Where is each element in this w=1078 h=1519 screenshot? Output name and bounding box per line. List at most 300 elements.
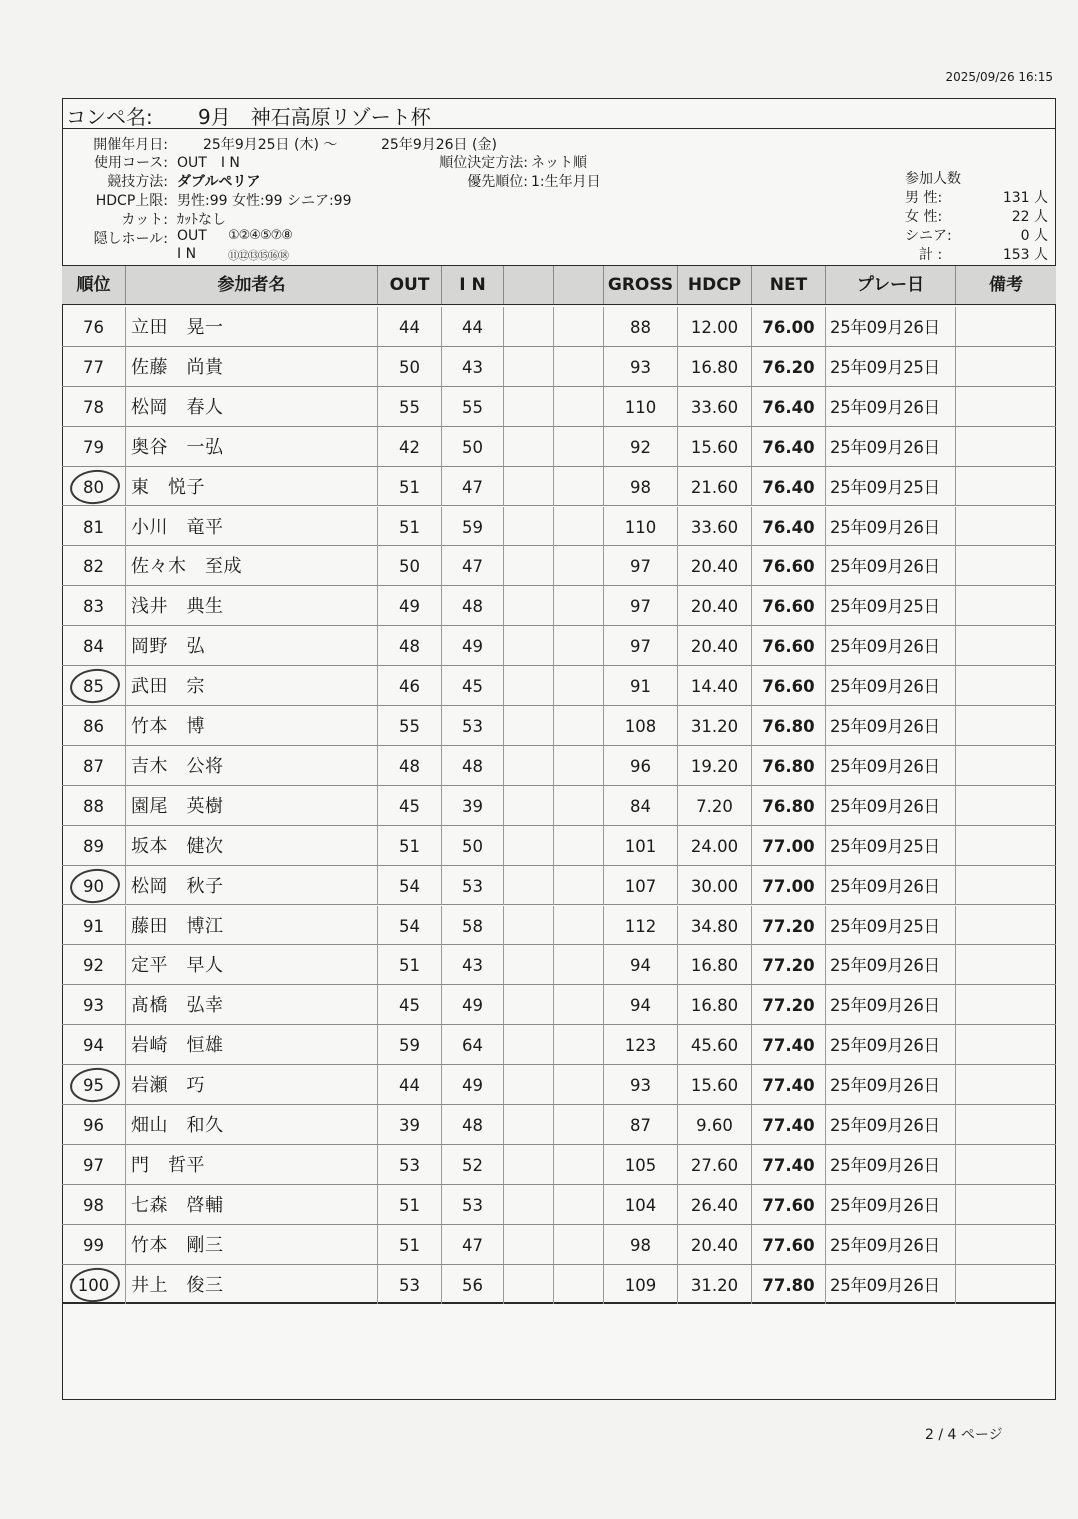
cell-blank-1 xyxy=(504,1065,554,1104)
cell-blank-2 xyxy=(554,347,604,386)
cell-hdcp: 20.40 xyxy=(678,546,752,585)
printed-timestamp: 2025/09/26 16:15 xyxy=(945,70,1053,84)
cell-gross: 97 xyxy=(604,626,678,665)
cell-in: 47 xyxy=(442,467,504,506)
table-row xyxy=(62,387,1056,427)
cell-play-date: 25年09月26日 xyxy=(826,746,956,785)
cell-play-date: 25年09月25日 xyxy=(826,906,956,945)
cell-net: 76.60 xyxy=(752,666,826,705)
cell-net: 76.60 xyxy=(752,586,826,625)
cell-net: 77.80 xyxy=(752,1265,826,1304)
cell-notes xyxy=(956,586,1056,625)
cell-hdcp: 14.40 xyxy=(678,666,752,705)
date-start: 25年9月25日 (木) ～ xyxy=(203,137,338,153)
cell-blank-1 xyxy=(504,507,554,546)
cell-name: 門 哲平 xyxy=(126,1145,378,1184)
cell-name: 立田 晃一 xyxy=(126,307,378,346)
cell-notes xyxy=(956,906,1056,945)
cell-rank: 93 xyxy=(62,985,126,1024)
table-row xyxy=(62,507,1056,547)
cell-name: 武田 宗 xyxy=(126,666,378,705)
col-header-blank-2 xyxy=(554,266,604,304)
cell-notes xyxy=(956,945,1056,984)
cell-blank-1 xyxy=(504,307,554,346)
cell-play-date: 25年09月26日 xyxy=(826,1025,956,1064)
cell-rank: 82 xyxy=(62,546,126,585)
cell-name: 定平 早人 xyxy=(126,945,378,984)
cell-blank-2 xyxy=(554,467,604,506)
cell-name: 畑山 和久 xyxy=(126,1105,378,1144)
cell-notes xyxy=(956,666,1056,705)
cell-in: 48 xyxy=(442,1105,504,1144)
cell-hdcp: 30.00 xyxy=(678,866,752,905)
cell-gross: 91 xyxy=(604,666,678,705)
table-row xyxy=(62,1025,1056,1065)
cell-play-date: 25年09月25日 xyxy=(826,826,956,865)
cell-in: 48 xyxy=(442,586,504,625)
cell-notes xyxy=(956,1025,1056,1064)
cell-blank-2 xyxy=(554,746,604,785)
cell-play-date: 25年09月26日 xyxy=(826,1145,956,1184)
cell-notes xyxy=(956,985,1056,1024)
cell-notes xyxy=(956,307,1056,346)
cell-in: 56 xyxy=(442,1265,504,1304)
participants-total-count: 153 人 xyxy=(1002,247,1048,263)
cell-hdcp: 20.40 xyxy=(678,586,752,625)
cell-blank-1 xyxy=(504,1105,554,1144)
cell-blank-2 xyxy=(554,626,604,665)
cell-blank-1 xyxy=(504,826,554,865)
cell-gross: 112 xyxy=(604,906,678,945)
cell-play-date: 25年09月26日 xyxy=(826,626,956,665)
col-header-net: NET xyxy=(752,266,826,304)
cell-rank: 87 xyxy=(62,746,126,785)
cell-hdcp: 20.40 xyxy=(678,1225,752,1264)
format-value: ダブルペリア xyxy=(177,174,261,190)
cell-in: 53 xyxy=(442,1185,504,1224)
cell-play-date: 25年09月26日 xyxy=(826,706,956,745)
priority-label: 優先順位: xyxy=(467,174,528,190)
cell-blank-1 xyxy=(504,1265,554,1304)
cell-rank: 78 xyxy=(62,387,126,426)
cell-blank-2 xyxy=(554,985,604,1024)
cell-play-date: 25年09月26日 xyxy=(826,546,956,585)
cell-net: 76.80 xyxy=(752,706,826,745)
cell-play-date: 25年09月26日 xyxy=(826,387,956,426)
cell-in: 58 xyxy=(442,906,504,945)
cell-blank-1 xyxy=(504,1225,554,1264)
cell-blank-1 xyxy=(504,786,554,825)
table-row xyxy=(62,1065,1056,1105)
participants-male-count: 131 人 xyxy=(1002,190,1048,206)
cell-net: 77.20 xyxy=(752,985,826,1024)
cell-blank-2 xyxy=(554,586,604,625)
cell-blank-2 xyxy=(554,826,604,865)
cell-play-date: 25年09月26日 xyxy=(826,666,956,705)
cell-play-date: 25年09月26日 xyxy=(826,985,956,1024)
cell-notes xyxy=(956,866,1056,905)
table-header-row xyxy=(62,265,1056,305)
cell-hdcp: 16.80 xyxy=(678,347,752,386)
date-label: 開催年月日: xyxy=(93,137,168,153)
cell-notes xyxy=(956,746,1056,785)
col-header-hdcp: HDCP xyxy=(678,266,752,304)
cell-out: 49 xyxy=(378,586,442,625)
cell-in: 49 xyxy=(442,626,504,665)
table-row xyxy=(62,786,1056,826)
cell-out: 55 xyxy=(378,387,442,426)
cell-rank: 76 xyxy=(62,307,126,346)
cell-gross: 98 xyxy=(604,467,678,506)
cell-rank: 98 xyxy=(62,1185,126,1224)
cell-blank-2 xyxy=(554,307,604,346)
col-header-blank-1 xyxy=(504,266,554,304)
course-value: OUT I N xyxy=(177,155,240,171)
table-row xyxy=(62,666,1056,706)
cell-name: 井上 俊三 xyxy=(126,1265,378,1304)
cell-hdcp: 7.20 xyxy=(678,786,752,825)
cell-hdcp: 33.60 xyxy=(678,507,752,546)
cell-play-date: 25年09月26日 xyxy=(826,1265,956,1304)
table-row xyxy=(62,866,1056,906)
cell-net: 77.00 xyxy=(752,826,826,865)
cell-gross: 93 xyxy=(604,347,678,386)
col-header-in: I N xyxy=(442,266,504,304)
cell-in: 52 xyxy=(442,1145,504,1184)
cell-net: 76.80 xyxy=(752,746,826,785)
cell-gross: 101 xyxy=(604,826,678,865)
cell-blank-2 xyxy=(554,387,604,426)
col-header-name: 参加者名 xyxy=(126,266,378,304)
table-row xyxy=(62,347,1056,387)
cell-out: 42 xyxy=(378,427,442,466)
cell-hdcp: 12.00 xyxy=(678,307,752,346)
cell-out: 51 xyxy=(378,1185,442,1224)
cell-in: 55 xyxy=(442,387,504,426)
cell-in: 43 xyxy=(442,945,504,984)
cell-play-date: 25年09月26日 xyxy=(826,507,956,546)
table-row xyxy=(62,626,1056,666)
cell-gross: 98 xyxy=(604,1225,678,1264)
hdcp-limit-value: 男性:99 女性:99 シニア:99 xyxy=(177,193,352,209)
table-row xyxy=(62,985,1056,1025)
col-header-rank: 順位 xyxy=(62,266,126,304)
cell-notes xyxy=(956,1225,1056,1264)
cell-notes xyxy=(956,507,1056,546)
cell-name: 佐藤 尚貴 xyxy=(126,347,378,386)
cell-name: 七森 啓輔 xyxy=(126,1185,378,1224)
cell-gross: 92 xyxy=(604,427,678,466)
cell-net: 76.80 xyxy=(752,786,826,825)
cell-hdcp: 20.40 xyxy=(678,626,752,665)
cell-gross: 109 xyxy=(604,1265,678,1304)
cell-rank: 83 xyxy=(62,586,126,625)
cell-notes xyxy=(956,427,1056,466)
cell-blank-2 xyxy=(554,507,604,546)
cell-blank-2 xyxy=(554,945,604,984)
cell-play-date: 25年09月25日 xyxy=(826,586,956,625)
cell-blank-1 xyxy=(504,387,554,426)
cell-rank: 81 xyxy=(62,507,126,546)
table-row xyxy=(62,706,1056,746)
cell-name: 坂本 健次 xyxy=(126,826,378,865)
cell-blank-1 xyxy=(504,1025,554,1064)
cell-blank-2 xyxy=(554,1225,604,1264)
cell-notes xyxy=(956,347,1056,386)
cell-blank-1 xyxy=(504,467,554,506)
cell-net: 77.40 xyxy=(752,1105,826,1144)
cell-blank-2 xyxy=(554,427,604,466)
cell-hdcp: 31.20 xyxy=(678,706,752,745)
table-row xyxy=(62,945,1056,985)
cell-notes xyxy=(956,1145,1056,1184)
cell-in: 50 xyxy=(442,826,504,865)
cell-rank: 97 xyxy=(62,1145,126,1184)
cell-out: 54 xyxy=(378,906,442,945)
hidden-holes-out-label: OUT xyxy=(177,228,207,244)
cell-net: 76.60 xyxy=(752,626,826,665)
cell-out: 48 xyxy=(378,626,442,665)
cell-blank-1 xyxy=(504,347,554,386)
table-row xyxy=(62,826,1056,866)
course-label: 使用コース: xyxy=(93,155,168,171)
cell-blank-1 xyxy=(504,427,554,466)
table-row xyxy=(62,1185,1056,1225)
cell-name: 竹本 博 xyxy=(126,706,378,745)
cell-notes xyxy=(956,1105,1056,1144)
cell-rank: 88 xyxy=(62,786,126,825)
cell-out: 55 xyxy=(378,706,442,745)
cell-rank: 95 xyxy=(62,1065,126,1104)
cell-blank-2 xyxy=(554,666,604,705)
cell-net: 76.40 xyxy=(752,467,826,506)
table-row xyxy=(62,586,1056,626)
cell-blank-1 xyxy=(504,945,554,984)
cell-play-date: 25年09月26日 xyxy=(826,1185,956,1224)
format-label: 競技方法: xyxy=(107,174,168,190)
col-header-out: OUT xyxy=(378,266,442,304)
cell-out: 53 xyxy=(378,1145,442,1184)
cell-gross: 97 xyxy=(604,586,678,625)
cell-out: 51 xyxy=(378,1225,442,1264)
cell-out: 51 xyxy=(378,826,442,865)
cell-name: 松岡 春人 xyxy=(126,387,378,426)
cell-out: 51 xyxy=(378,507,442,546)
cell-blank-2 xyxy=(554,906,604,945)
cell-name: 岩崎 恒雄 xyxy=(126,1025,378,1064)
cell-play-date: 25年09月26日 xyxy=(826,307,956,346)
cell-name: 東 悦子 xyxy=(126,467,378,506)
cell-rank: 79 xyxy=(62,427,126,466)
cell-net: 77.00 xyxy=(752,866,826,905)
hdcp-limit-label: HDCP上限: xyxy=(95,193,168,209)
cell-net: 76.60 xyxy=(752,546,826,585)
participants-senior-count: 0 人 xyxy=(1020,228,1048,244)
cell-name: 藤田 博江 xyxy=(126,906,378,945)
table-row xyxy=(62,307,1056,347)
cell-blank-2 xyxy=(554,1185,604,1224)
cell-notes xyxy=(956,626,1056,665)
cell-gross: 97 xyxy=(604,546,678,585)
table-row xyxy=(62,1145,1056,1185)
cell-in: 59 xyxy=(442,507,504,546)
cell-gross: 107 xyxy=(604,866,678,905)
cell-notes xyxy=(956,1185,1056,1224)
competition-title-row xyxy=(62,98,1056,129)
table-row xyxy=(62,1225,1056,1265)
cell-notes xyxy=(956,467,1056,506)
cell-out: 53 xyxy=(378,1265,442,1304)
col-header-play-date: プレー日 xyxy=(826,266,956,304)
cell-hdcp: 19.20 xyxy=(678,746,752,785)
cell-out: 45 xyxy=(378,786,442,825)
participants-male-label: 男 性: xyxy=(905,190,943,206)
cell-blank-2 xyxy=(554,1065,604,1104)
cell-name: 岡野 弘 xyxy=(126,626,378,665)
cell-blank-2 xyxy=(554,1265,604,1304)
cell-rank: 92 xyxy=(62,945,126,984)
cell-gross: 105 xyxy=(604,1145,678,1184)
priority-value: 1:生年月日 xyxy=(531,174,601,190)
cell-hdcp: 33.60 xyxy=(678,387,752,426)
cell-gross: 84 xyxy=(604,786,678,825)
cell-out: 44 xyxy=(378,307,442,346)
cell-gross: 110 xyxy=(604,507,678,546)
cell-play-date: 25年09月25日 xyxy=(826,347,956,386)
cell-blank-1 xyxy=(504,626,554,665)
participants-female-label: 女 性: xyxy=(905,209,943,225)
cell-play-date: 25年09月26日 xyxy=(826,1105,956,1144)
cell-hdcp: 34.80 xyxy=(678,906,752,945)
cell-out: 51 xyxy=(378,945,442,984)
cell-blank-2 xyxy=(554,1105,604,1144)
cell-rank: 77 xyxy=(62,347,126,386)
hidden-holes-in: ⑪⑫⑬⑮⑯⑱ xyxy=(228,249,288,262)
cell-hdcp: 16.80 xyxy=(678,985,752,1024)
cell-hdcp: 45.60 xyxy=(678,1025,752,1064)
cell-out: 50 xyxy=(378,347,442,386)
cell-notes xyxy=(956,706,1056,745)
cell-out: 46 xyxy=(378,666,442,705)
hidden-holes-in-label: I N xyxy=(177,246,197,262)
cell-net: 76.00 xyxy=(752,307,826,346)
cell-hdcp: 15.60 xyxy=(678,1065,752,1104)
cell-hdcp: 15.60 xyxy=(678,427,752,466)
cell-out: 39 xyxy=(378,1105,442,1144)
cell-name: 小川 竜平 xyxy=(126,507,378,546)
cell-blank-1 xyxy=(504,546,554,585)
cell-out: 51 xyxy=(378,467,442,506)
hidden-holes-out: ①②④⑤⑦⑧ xyxy=(228,228,292,243)
cell-in: 48 xyxy=(442,746,504,785)
participants-senior-label: シニア: xyxy=(905,228,952,244)
cell-in: 44 xyxy=(442,307,504,346)
cell-in: 53 xyxy=(442,706,504,745)
cell-net: 76.40 xyxy=(752,427,826,466)
cell-blank-1 xyxy=(504,906,554,945)
cell-net: 76.20 xyxy=(752,347,826,386)
cell-in: 43 xyxy=(442,347,504,386)
cell-name: 岩瀬 巧 xyxy=(126,1065,378,1104)
cell-rank: 100 xyxy=(62,1265,126,1304)
participants-female-count: 22 人 xyxy=(1011,209,1048,225)
cell-name: 吉木 公将 xyxy=(126,746,378,785)
participants-title: 参加人数 xyxy=(905,171,961,187)
cell-blank-1 xyxy=(504,866,554,905)
cell-net: 77.40 xyxy=(752,1145,826,1184)
cell-play-date: 25年09月26日 xyxy=(826,427,956,466)
cell-blank-1 xyxy=(504,706,554,745)
cell-in: 49 xyxy=(442,1065,504,1104)
cell-gross: 96 xyxy=(604,746,678,785)
cell-gross: 87 xyxy=(604,1105,678,1144)
rank-method-label: 順位決定方法: xyxy=(439,155,528,171)
cell-play-date: 25年09月26日 xyxy=(826,1065,956,1104)
cell-rank: 90 xyxy=(62,866,126,905)
cell-rank: 99 xyxy=(62,1225,126,1264)
cell-play-date: 25年09月26日 xyxy=(826,866,956,905)
cell-play-date: 25年09月26日 xyxy=(826,945,956,984)
col-header-gross: GROSS xyxy=(604,266,678,304)
cell-rank: 96 xyxy=(62,1105,126,1144)
table-row xyxy=(62,906,1056,946)
cell-in: 45 xyxy=(442,666,504,705)
cell-blank-1 xyxy=(504,1145,554,1184)
cell-gross: 88 xyxy=(604,307,678,346)
cell-gross: 110 xyxy=(604,387,678,426)
cell-rank: 84 xyxy=(62,626,126,665)
cell-rank: 94 xyxy=(62,1025,126,1064)
cell-hdcp: 27.60 xyxy=(678,1145,752,1184)
cut-value: ｶｯﾄなし xyxy=(177,212,226,228)
table-row xyxy=(62,546,1056,586)
cell-rank: 85 xyxy=(62,666,126,705)
cell-name: 竹本 剛三 xyxy=(126,1225,378,1264)
cell-hdcp: 31.20 xyxy=(678,1265,752,1304)
cell-blank-2 xyxy=(554,706,604,745)
cell-in: 64 xyxy=(442,1025,504,1064)
cell-in: 50 xyxy=(442,427,504,466)
cell-out: 44 xyxy=(378,1065,442,1104)
cell-out: 50 xyxy=(378,546,442,585)
cell-name: 松岡 秋子 xyxy=(126,866,378,905)
table-row xyxy=(62,746,1056,786)
cell-blank-1 xyxy=(504,985,554,1024)
cell-blank-1 xyxy=(504,666,554,705)
competition-name: 9月 神石高原リゾート杯 xyxy=(198,105,431,129)
cell-rank: 80 xyxy=(62,467,126,506)
competition-name-label: コンペ名: xyxy=(66,105,153,129)
cut-label: カット: xyxy=(121,212,168,228)
cell-name: 髙橋 弘幸 xyxy=(126,985,378,1024)
cell-name: 佐々木 至成 xyxy=(126,546,378,585)
page-number: 2 / 4 ページ xyxy=(925,1427,1003,1443)
cell-blank-2 xyxy=(554,1145,604,1184)
cell-net: 77.20 xyxy=(752,945,826,984)
cell-name: 奥谷 一弘 xyxy=(126,427,378,466)
cell-out: 59 xyxy=(378,1025,442,1064)
cell-blank-2 xyxy=(554,866,604,905)
cell-name: 園尾 英樹 xyxy=(126,786,378,825)
cell-net: 77.40 xyxy=(752,1065,826,1104)
cell-rank: 89 xyxy=(62,826,126,865)
cell-blank-2 xyxy=(554,786,604,825)
cell-net: 76.40 xyxy=(752,387,826,426)
cell-play-date: 25年09月25日 xyxy=(826,467,956,506)
cell-gross: 123 xyxy=(604,1025,678,1064)
cell-hdcp: 24.00 xyxy=(678,826,752,865)
cell-notes xyxy=(956,1265,1056,1304)
